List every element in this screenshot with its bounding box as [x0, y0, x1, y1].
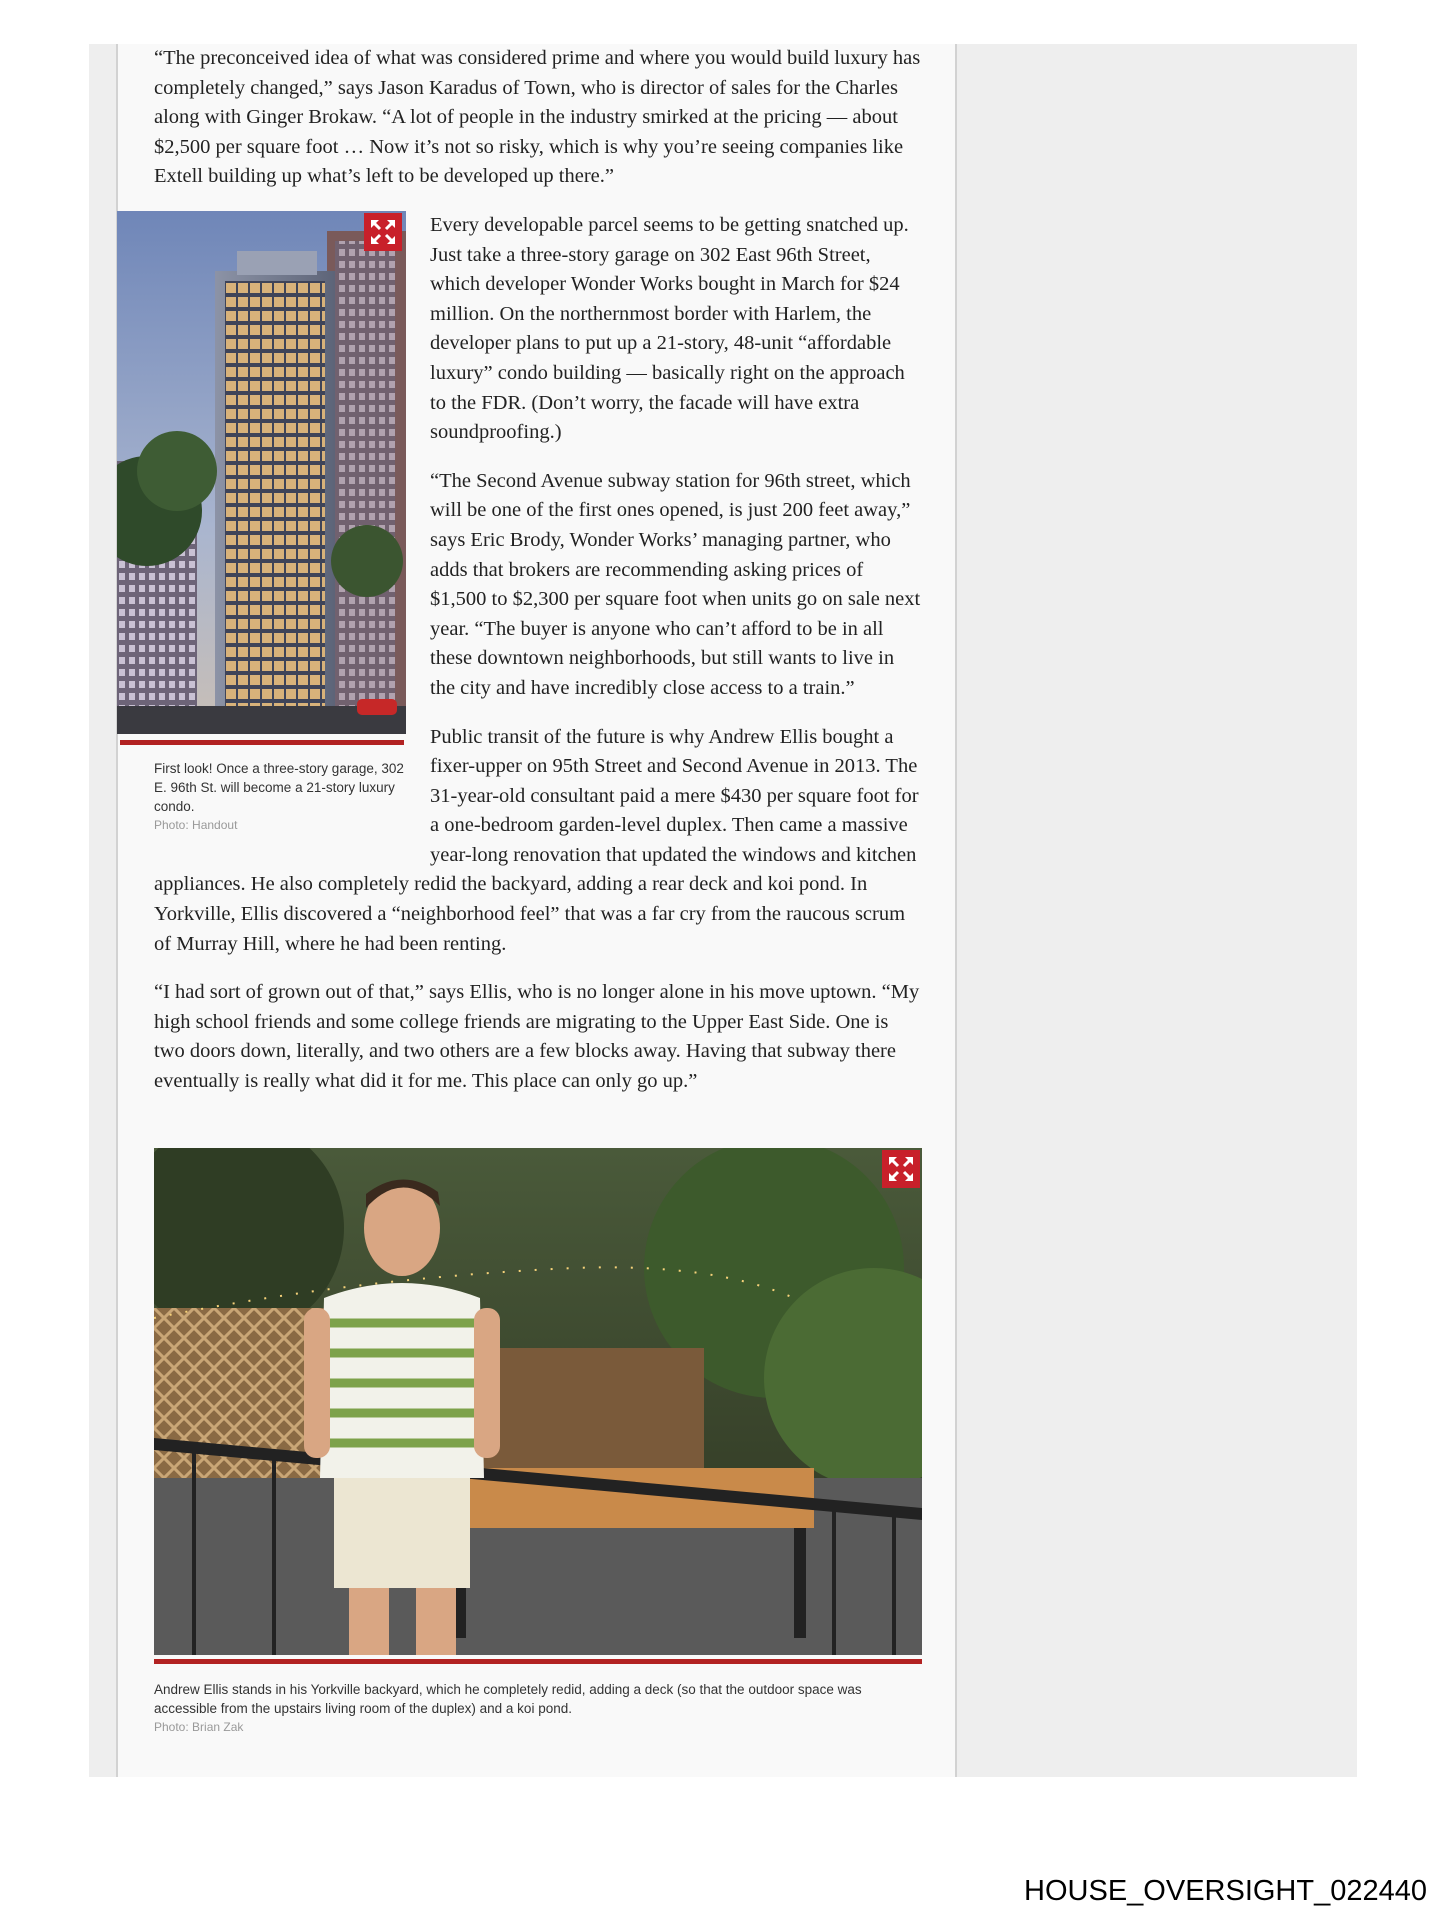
backyard-figure — [154, 1148, 922, 1736]
photo-credit: Photo: Handout — [154, 818, 238, 832]
article-body-wrap — [154, 211, 924, 1116]
article-paragraph-1: “The preconceived idea of what was considered prime and where you would build luxury has completely changed,” says Jason Karadus of Town, who is director of sales for the Charles along with Ginger Brokaw. “A lot of people in the industry smirked at the pricing — about $2,500 per square foot … Now it’s not so risky, which is why you’re seeing companies like Extell building up what’s left to be developed up there.” — [154, 47, 921, 188]
figure-caption: Andrew Ellis stands in his Yorkville backyard, which he completely redid, adding a deck (so that the outdoor space was accessible from the upstairs living room of the duplex) and a koi pond. — [154, 1682, 862, 1716]
building-figure — [117, 211, 406, 834]
building-photo[interactable] — [117, 211, 406, 734]
expand-icon[interactable] — [882, 1150, 920, 1188]
backyard-image — [154, 1148, 922, 1655]
article-paragraph-3: “The Second Avenue subway station for 96th street, which will be one of the first ones opened, is just 200 feet away,” says Eric Brody, Wonder Works’ managing partner, who adds that brokers are recommending asking prices of $1,500 to $2,300 per square foot when units go on sale next year. “The buyer is anyone who can’t afford to be in all these downtown neighborhoods, but still wants to live in the city and have incredibly close access to a train.” — [430, 469, 921, 699]
article-paragraph-4: Public transit of the future is why Andrew Ellis bought a fixer-upper on 95th Street and Second Avenue in 2013. The 31-year-old consultant paid a mere $430 per square foot for a one-bedroom garden-level duplex. Then came a massive year-long renovation that updated the windows and kitchen appliances. He also completely redid the backyard, adding a rear deck and koi pond. In Yorkville, Ellis discovered a “neighborhood feel” that was a far cry from the raucous scrum of Murray Hill, where he had been renting. — [154, 725, 919, 955]
article-paragraph-2: Every developable parcel seems to be getting snatched up. Just take a three-story garage on 302 East 96th Street, which developer Wonder Works bought in March for $24 million. On the northernmost border with Harlem, the developer plans to put up a 21-story, 48-unit “affordable luxury” condo building — basically right on the approach to the FDR. (Don’t worry, the facade will have extra soundproofing.) — [430, 214, 909, 444]
photo-credit: Photo: Brian Zak — [154, 1720, 244, 1734]
article-paragraph-5: “I had sort of grown out of that,” says Ellis, who is no longer alone in his move uptown. “My high school friends and some college friends are migrating to the Upper East Side. One is two doors down, literally, and two others are a few blocks away. Having that subway there eventually is really what did it for me. This place can only go up.” — [154, 981, 920, 1093]
building-rendering-image — [117, 211, 406, 734]
caption-divider — [154, 1659, 922, 1664]
expand-icon[interactable] — [364, 213, 402, 251]
figure-caption: First look! Once a three-story garage, 302 E. 96th St. will become a 21-story luxury condo. — [154, 761, 404, 814]
backyard-photo[interactable] — [154, 1148, 922, 1655]
caption-divider — [120, 740, 404, 745]
document-id: HOUSE_OVERSIGHT_022440 — [1024, 1875, 1427, 1907]
